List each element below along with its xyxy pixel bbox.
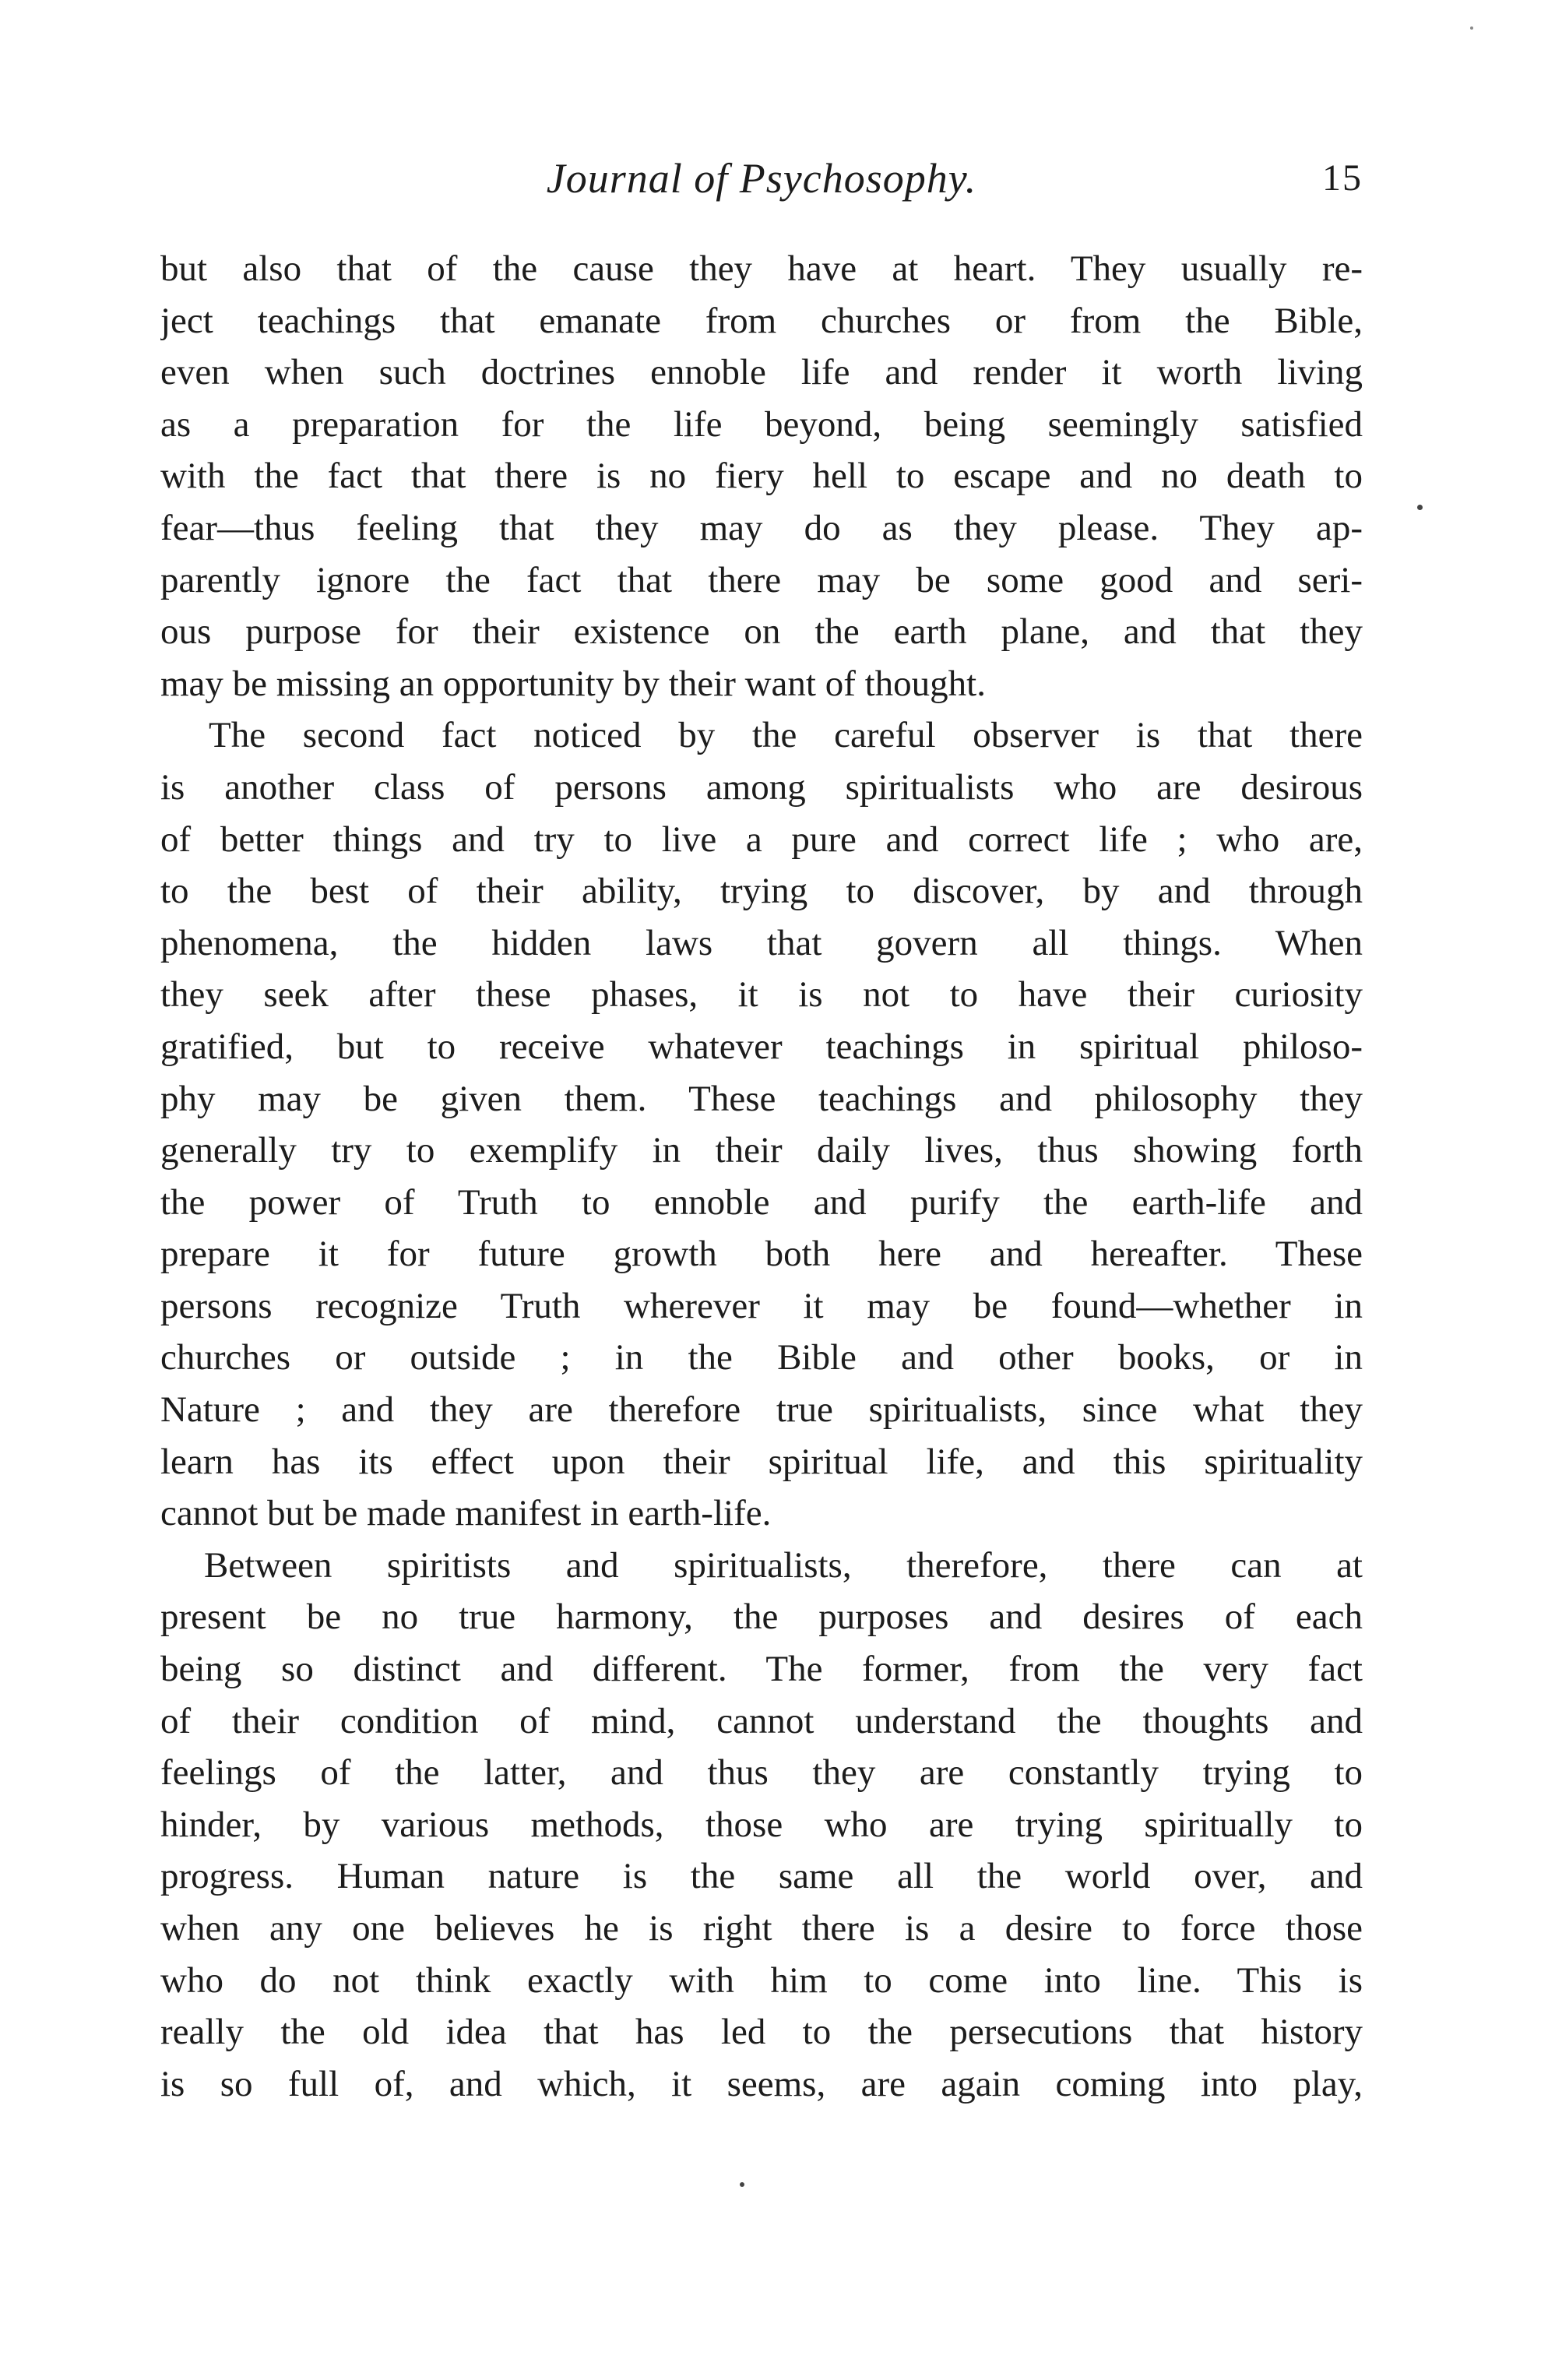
text-line: gratified, but to receive whatever teachings in spiritual philoso- xyxy=(160,1026,1363,1067)
text-line: even when such doctrines ennoble life and render it worth living xyxy=(160,352,1363,393)
paragraph-first-line: The second fact noticed by the careful observer is that there xyxy=(209,715,1363,756)
text-line: cannot but be made manifest in earth-life. xyxy=(160,1493,772,1534)
text-line: they seek after these phases, it is not to have their curiosity xyxy=(160,974,1363,1016)
text-line: the power of Truth to ennoble and purify the earth-life and xyxy=(160,1181,1363,1223)
text-line: phy may be given them. These teachings and philosophy they xyxy=(160,1078,1363,1119)
text-line: with the fact that there is no fiery hell to escape and no death to xyxy=(160,456,1363,497)
ink-speck xyxy=(1417,505,1423,510)
text-line: Nature ; and they are therefore true spiritualists, since what they xyxy=(160,1389,1363,1431)
text-line: as a preparation for the life beyond, being seemingly satisfied xyxy=(160,403,1363,445)
text-line: persons recognize Truth wherever it may be found—whether in xyxy=(160,1285,1363,1326)
ink-speck xyxy=(740,2182,744,2187)
text-line: to the best of their ability, trying to discover, by and through xyxy=(160,871,1363,912)
text-line: generally try to exemplify in their daily lives, thus showing forth xyxy=(160,1130,1363,1171)
text-line: is so full of, and which, it seems, are again coming into play, xyxy=(160,2063,1363,2104)
text-line: who do not think exactly with him to come into line. This is xyxy=(160,1959,1363,2001)
text-line: learn has its effect upon their spiritual life, and this spirituality xyxy=(160,1441,1363,1482)
text-line: parently ignore the fact that there may be some good and seri- xyxy=(160,559,1363,600)
text-line: may be missing an opportunity by their want of thought. xyxy=(160,663,986,704)
text-line: phenomena, the hidden laws that govern all things. When xyxy=(160,922,1363,963)
text-line: of better things and try to live a pure and correct life ; who are, xyxy=(160,819,1363,860)
text-line: is another class of persons among spiritualists who are desirous xyxy=(160,766,1363,808)
text-line: ous purpose for their existence on the earth plane, and that they xyxy=(160,611,1363,653)
text-line: being so distinct and different. The former, from the very fact xyxy=(160,1649,1363,1690)
running-title: Journal of Psychosophy. xyxy=(546,155,977,202)
text-line: fear—thus feeling that they may do as they please. They ap- xyxy=(160,507,1363,548)
text-line: of their condition of mind, cannot understand the thoughts and xyxy=(160,1700,1363,1741)
text-line: but also that of the cause they have at heart. They usually re- xyxy=(160,248,1363,289)
text-line: churches or outside ; in the Bible and other books, or in xyxy=(160,1337,1363,1378)
text-line: ject teachings that emanate from churches or from the Bible, xyxy=(160,300,1363,341)
text-line: prepare it for future growth both here and hereafter. These xyxy=(160,1234,1363,1275)
body-text xyxy=(160,243,1363,2110)
ink-speck xyxy=(1470,26,1473,30)
text-line: progress. Human nature is the same all the world over, and xyxy=(160,1856,1363,1897)
text-line: really the old idea that has led to the persecutions that history xyxy=(160,2012,1363,2053)
page-number: 15 xyxy=(1322,157,1363,199)
text-line: present be no true harmony, the purposes and desires of each xyxy=(160,1597,1363,1638)
text-line: when any one believes he is right there is a desire to force those xyxy=(160,1908,1363,1949)
text-line: feelings of the latter, and thus they are constantly trying to xyxy=(160,1752,1363,1794)
paragraph-first-line: Between spiritists and spiritualists, therefore, there can at xyxy=(204,1544,1363,1586)
running-header xyxy=(160,150,1363,207)
text-line: hinder, by various methods, those who are trying spiritually to xyxy=(160,1804,1363,1845)
